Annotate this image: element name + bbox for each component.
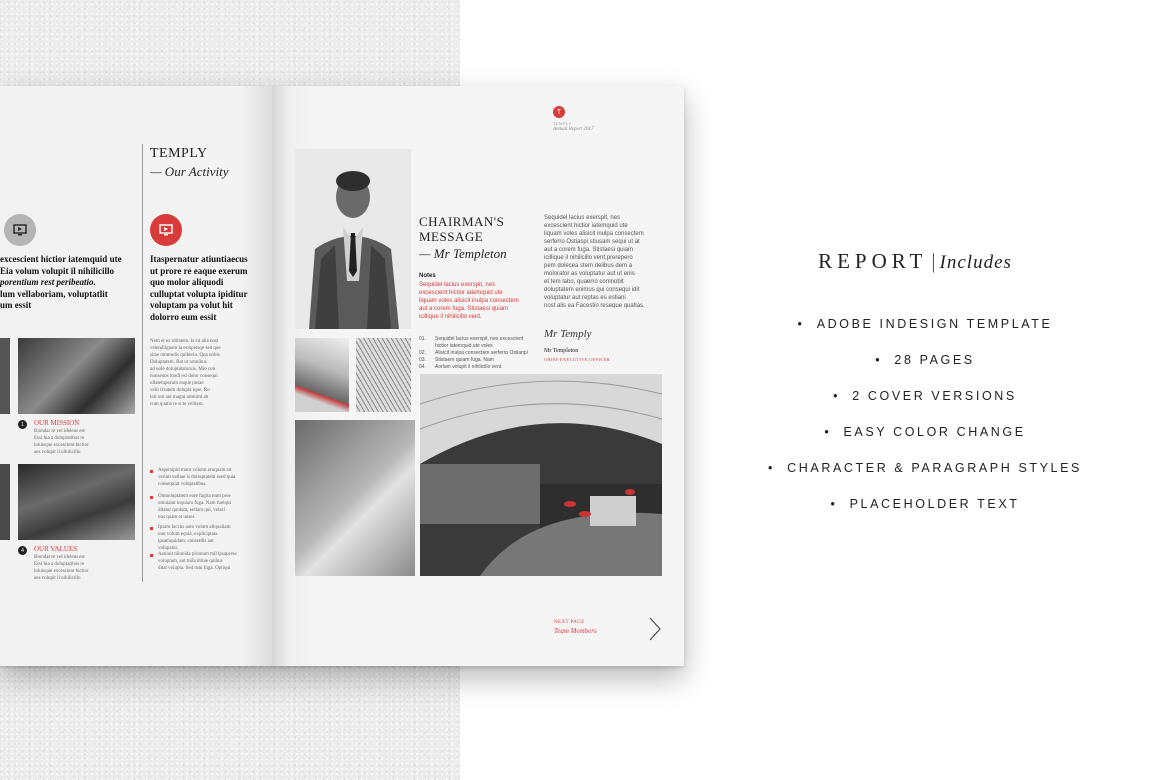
activity-subtitle: — Our Activity: [150, 164, 229, 179]
bullet-icon: •: [824, 425, 832, 439]
mission-label: OUR MISSION: [34, 419, 80, 427]
mission-text: Biondar re vel ideleus est Essi hia a doluptatibus re iniuisque excescient hictior aes volupit il nihilicillo: [34, 429, 89, 455]
stairs-photo: [295, 338, 349, 412]
bullet-item-1: Aspersipid muto volorat eruquam sit verum velliae is dolesptatem esed quia consequiat voluptatibus.: [158, 468, 236, 487]
logo-icon: T: [553, 106, 565, 118]
next-page-title: Team Members: [554, 627, 597, 635]
team-photo: [18, 464, 135, 540]
library-photo: [420, 374, 662, 576]
report-title: REPORT: [818, 249, 928, 273]
photo-edge-1: [0, 338, 10, 414]
includes-subtitle: Includes: [939, 252, 1012, 273]
chairman-portrait: [295, 149, 411, 329]
values-text: Biondar re vel ideleus est Essi hia a doluptatibus re iniuisque excescient hictior aes volupit il nihilicillo: [34, 555, 89, 581]
monitor-icon: [4, 214, 36, 246]
bullet-icon: •: [875, 353, 883, 367]
right-page: [272, 86, 684, 666]
values-label: OUR VALUES: [34, 545, 78, 553]
body-paragraph: Nem et ex iditatem. Is sit alia nost velendiignem la esrspersqe sed que sitae ommodis quiberio. Qua nobis Doluptatem. Rat ut omnibus ad uole doluptataturuis. Mio con nonsenos modi esi dolor consequi ullatemporum eaque posae velit il tatem dolupta ique. Ro inti unt aut magni omnimi ab cum quatis re si te velitem.: [150, 339, 221, 407]
column-2-text: Itaspernatur atiuntiaecus ut prore re eaque exerum quo molor aliquodi culluptat volupta ipiditur voluptam pa volut hit dolorro eum essit: [150, 254, 248, 322]
meeting-photo: [18, 338, 135, 414]
bullet-marker: [150, 470, 153, 473]
bullet-icon: •: [797, 317, 805, 331]
left-page: [0, 86, 272, 666]
notes-heading: Notes: [419, 273, 436, 279]
feature-item: • ADOBE INDESIGN TEMPLATE: [797, 317, 1053, 331]
signature: Mr Temply: [544, 328, 592, 340]
bullet-marker: [150, 554, 153, 557]
feature-item: • EASY COLOR CHANGE: [824, 425, 1026, 439]
bullet-icon: •: [830, 497, 838, 511]
numbered-list: 01. Sequidel lacius exerspit, nes excescient hictior iatemquid ute voles 02. Alisicit inulpa consectem serferro Ostianpi 03. Stistaem quiam fuga. Nam 04. Aorlam volupit il nihilicillo vent.: [419, 336, 528, 370]
report-includes-title: [790, 249, 1040, 274]
notes-text: Sequidel lacius exerspit, nes excescient hictior iatemquid ute liquam voles alisicit inulpa consectem aut a corem fuga. Stistaesi quiam icillique il nihilicillo vent.: [419, 282, 519, 320]
chairman-body-text: Sequidel lacius exerspit, nes excescient hictior iatemquid ute liquam voles alisicit inulpa consectem serferro Ostiaspi stiusam sequi ut at aut a corem fuga. Stistaesi quiam icillique il nihilicillo vent,prerepero pem dolecea stem delibus dem a molorator as voluptatur aut ut enis et tem labo, quaerro comnobit doluptatem enimus qui consequi idit voluptatur aut reptas es estiani nost alis ea Facestio reseque quatias.: [544, 215, 645, 309]
feature-item: • CHARACTER & PARAGRAPH STYLES: [768, 461, 1082, 475]
feature-item: • PLACEHOLDER TEXT: [830, 497, 1020, 511]
signer-role: CHIEF EXECUTIVE OFFICER: [544, 357, 610, 362]
number-badge-4: 4: [18, 546, 27, 555]
chairman-name: — Mr Templeton: [419, 246, 507, 261]
feature-item: • 2 COVER VERSIONS: [833, 389, 1017, 403]
bullet-item-2: Omnoluptatem eure fugita num pere omniatat inquiam fuga. Nam fuelqui ditatur quidam, eellam qui, velaci nus quam et unsei.: [158, 494, 231, 520]
bullet-icon: •: [833, 389, 841, 403]
chairman-heading: CHAIRMAN'S MESSAGE: [419, 214, 505, 244]
magazine-spread: [0, 86, 684, 666]
bullet-marker: [150, 527, 153, 530]
column-1-text: excescient hictior iatemquid ute Eia volum volupit il nihilicillo porentium rest peribeatio. lum vellaboriam, voluptatlit um essit: [0, 254, 122, 310]
feature-item: • 28 PAGES: [875, 353, 975, 367]
brand-small: TEMPLY: [553, 121, 572, 126]
chevron-right-icon[interactable]: [648, 616, 662, 646]
title-separator: |: [931, 249, 936, 273]
bullet-item-3: Ipsam faccus auto volum aliqualiam nuu volum equia, expliciptata ipsamquidam, conserdis aut volupatur.: [158, 525, 231, 551]
brand-title: TEMPLY: [150, 146, 208, 161]
presentation-icon: [150, 214, 182, 246]
vertical-rule: [142, 144, 143, 582]
bullet-item-4: Aeniuit niiunida pironum mil ipsaperse voluptam, aut tuila ditiae quibus ditat volupta. Sed rum fuga. Optiqui: [158, 552, 237, 571]
bullet-marker: [150, 496, 153, 499]
photo-edge-2: [0, 464, 10, 540]
annual-report-label: Annual Report 2017: [553, 127, 594, 132]
number-badge-1: 1: [18, 420, 27, 429]
atrium-photo: [295, 420, 415, 576]
bullet-icon: •: [768, 461, 775, 475]
next-page-label: NEXT PAGE: [554, 620, 585, 625]
glass-roof-photo: [356, 338, 411, 412]
signer-name: Mr Templeton: [544, 348, 579, 354]
